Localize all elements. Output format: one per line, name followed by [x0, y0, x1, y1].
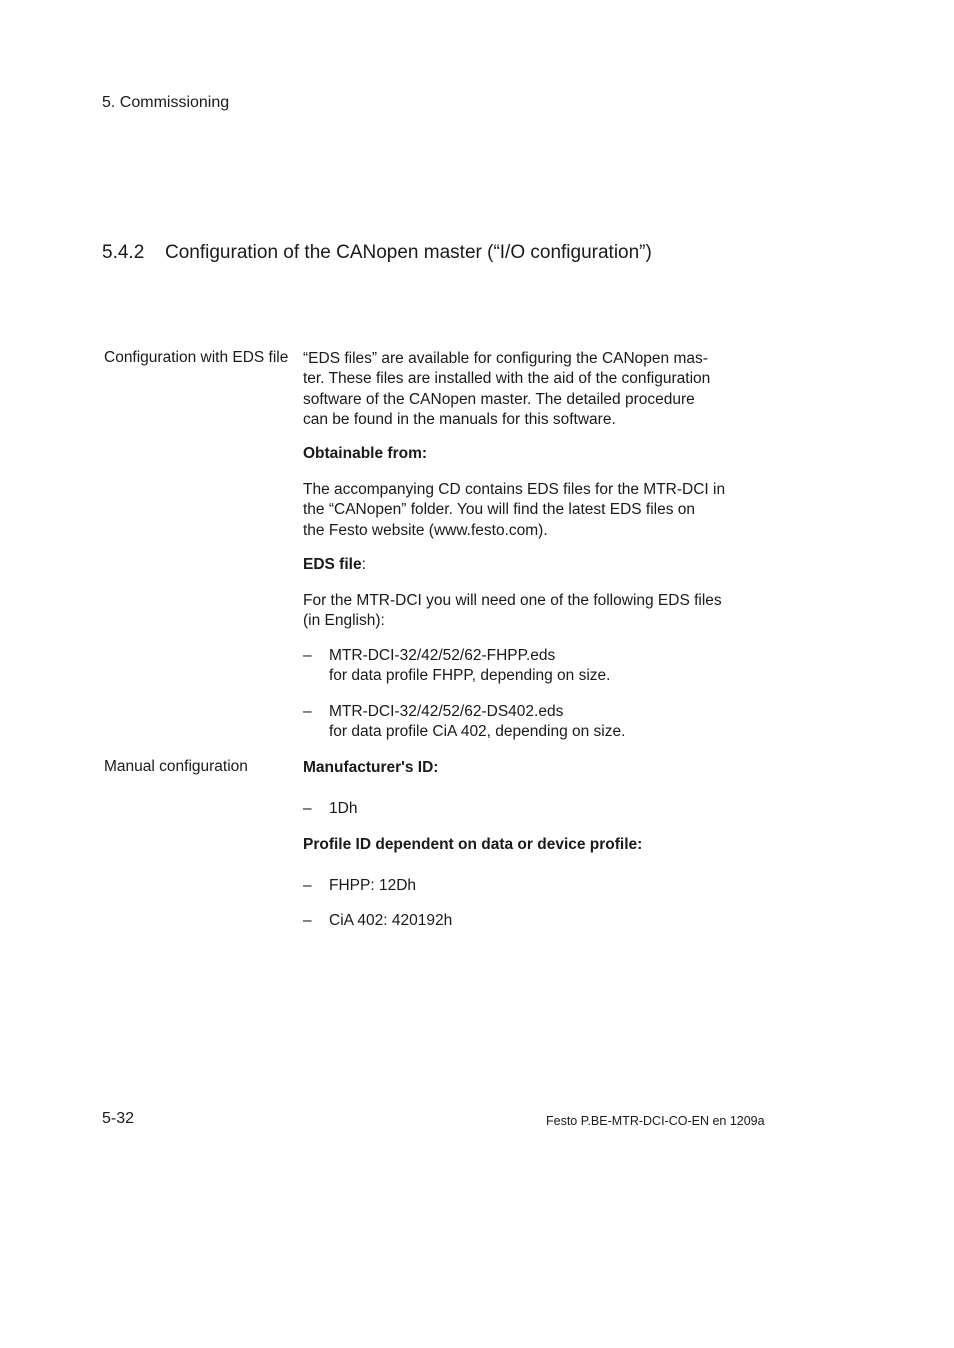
text-line: (in English): — [303, 612, 385, 630]
text-line: The accompanying CD contains EDS files for the MTR-DCI in — [303, 481, 726, 498]
margin-label-eds: Configuration with EDS file — [104, 349, 289, 366]
document-reference: Festo P.BE-MTR-DCI-CO-EN en 1209a — [546, 1114, 765, 1128]
text-line: the Festo website (www.festo.com). — [303, 521, 548, 539]
margin-label-manual: Manual configuration — [104, 758, 248, 775]
eds-file-description: for data profile CiA 402, depending on size. — [329, 723, 626, 741]
need-paragraph — [303, 591, 733, 632]
text-line: can be found in the manuals for this software. — [303, 411, 616, 429]
text-line: “EDS files” are available for configuring the CANopen mas- — [303, 350, 708, 367]
profile-id-heading: Profile ID dependent on data or device profile: — [303, 836, 643, 853]
list-item-manufacturer-id — [303, 799, 357, 819]
manufacturer-id-value: 1Dh — [329, 800, 358, 817]
list-dash: – — [303, 800, 312, 817]
text-line: software of the CANopen master. The detailed procedure — [303, 390, 695, 408]
eds-filename: MTR-DCI-32/42/52/62-DS402.eds — [329, 703, 564, 720]
eds-filename: MTR-DCI-32/42/52/62-FHPP.eds — [329, 647, 556, 664]
list-item-profile-fhpp — [303, 876, 416, 896]
list-item-eds-ds402 — [303, 702, 625, 743]
chapter-header: 5. Commissioning — [102, 94, 230, 111]
eds-file-heading — [303, 555, 733, 575]
list-dash: – — [303, 703, 312, 720]
eds-file-description: for data profile FHPP, depending on size. — [329, 667, 611, 685]
section-title: Configuration of the CANopen master (“I/O configuration”) — [165, 242, 652, 263]
eds-intro-paragraph — [303, 349, 733, 431]
list-item-profile-cia402 — [303, 911, 452, 931]
profile-id-value: CiA 402: 420192h — [329, 912, 453, 929]
page-number: 5-32 — [102, 1110, 135, 1127]
text-line: For the MTR-DCI you will need one of the following EDS files — [303, 592, 722, 609]
list-dash: – — [303, 647, 312, 664]
text-line: the “CANopen” folder. You will find the latest EDS files on — [303, 501, 696, 519]
eds-file-heading-colon: : — [361, 556, 366, 573]
list-item-eds-fhpp — [303, 646, 610, 687]
section-heading — [102, 242, 652, 264]
obtainable-heading: Obtainable from: — [303, 445, 428, 462]
eds-file-heading-label: EDS file — [303, 556, 362, 573]
manufacturer-id-heading: Manufacturer's ID: — [303, 759, 439, 776]
obtainable-paragraph — [303, 480, 733, 541]
list-dash: – — [303, 877, 312, 894]
profile-id-value: FHPP: 12Dh — [329, 877, 417, 894]
text-line: ter. These files are installed with the aid of the configuration — [303, 370, 711, 388]
list-dash: – — [303, 912, 312, 929]
section-number: 5.4.2 — [102, 242, 145, 263]
